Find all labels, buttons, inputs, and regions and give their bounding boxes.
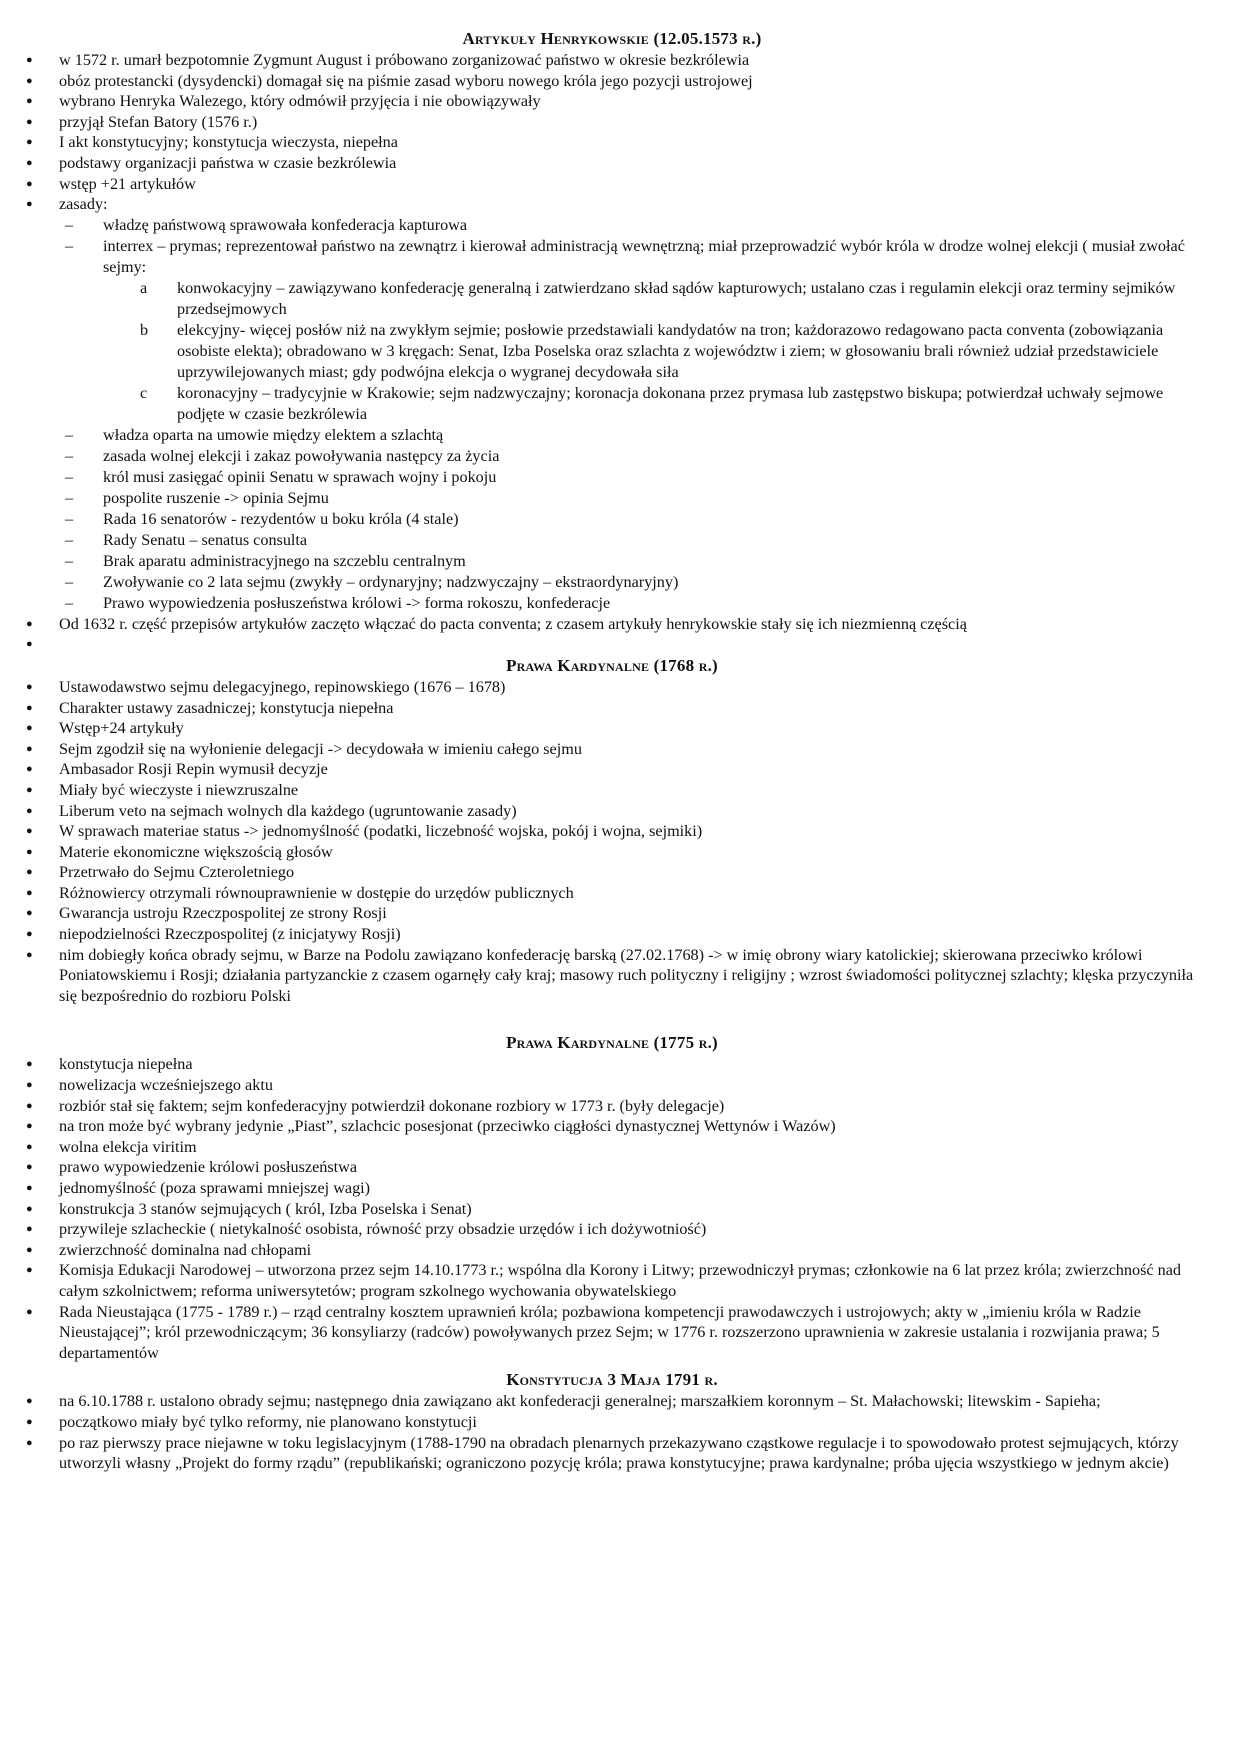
list-item: ● początkowo miały być tylko reformy, nie planowano konstytucji	[22, 1412, 1202, 1433]
section-heading: Konstytucja 3 Maja 1791 r.	[506, 1370, 718, 1390]
section-heading: Artykuły Henrykowskie (12.05.1573 r.)	[462, 29, 762, 48]
list-item: ● Rada Nieustająca (1775 - 1789 r.) – rząd centralny kosztem uprawnień króla; pozbawiona kompetencji prawodawczych i ustrojowych; akty w „imieniu króla w Radzie Nieustającej”; król przewodniczącym; 36 konsyliarzy (radców) powoływanych przez Sejm; w 1776 r. rozszerzono uprawnienia w zakresie ustalania i rozwijania prawa; 5 departamentów	[22, 1302, 1202, 1364]
list-item: – Zwoływanie co 2 lata sejmu (zwykły – ordynaryjny; nadzwyczajny – ekstraordynaryjny)	[22, 572, 1202, 593]
list-item: ● nowelizacja wcześniejszego aktu	[22, 1075, 1202, 1096]
list-item: ● wolna elekcja viritim	[22, 1137, 1202, 1158]
list-item: ● Komisja Edukacji Narodowej – utworzona przez sejm 14.10.1773 r.; wspólna dla Korony i Litwy; przewodniczył prymas; członkowie na 6 lat przez króla; zwierzchność nad całym szkolnictwem; reforma uniwersytetów; program szkolnego wychowania obywatelskiego	[22, 1260, 1202, 1301]
bullet-list	[22, 614, 1202, 655]
list-item: ● na 6.10.1788 r. ustalono obrady sejmu; następnego dnia zawiązano akt konfederacji generalnej; marszałkiem koronnym – St. Małachowski; litewskim - Sapieha;	[22, 1391, 1202, 1412]
list-item: – król musi zasięgać opinii Senatu w sprawach wojny i pokoju	[22, 467, 1202, 488]
list-item: ● po raz pierwszy prace niejawne w toku legislacyjnym (1788-1790 na obradach plenarnych przekazywano cząstkowe regulacje i to spowodowało protest sejmujących, którzy utworzyli własny „Projekt do formy rządu” (republikański; ograniczono pozycję króla; prawa konstytucyjne; prawa kardynalne; próba ujęcia wszystkiego w jednym akcie)	[22, 1433, 1202, 1474]
list-item: ● Wstęp+24 artykuły	[22, 718, 1202, 739]
list-item: ● Ustawodawstwo sejmu delegacyjnego, repinowskiego (1676 – 1678)	[22, 677, 1202, 698]
dash-list	[22, 215, 1202, 278]
list-item: ● Liberum veto na sejmach wolnych dla każdego (ugruntowanie zasady)	[22, 801, 1202, 822]
list-item	[22, 634, 1202, 655]
list-item	[22, 320, 1202, 383]
list-item: – Rada 16 senatorów - rezydentów u boku króla (4 stale)	[22, 509, 1202, 530]
bullet-list	[22, 50, 1202, 215]
document-page	[22, 28, 1202, 1474]
bullet-list	[22, 677, 1202, 1007]
list-item: ● przywileje szlacheckie ( nietykalność osobista, równość przy obsadzie urzędów i ich dożywotniość)	[22, 1219, 1202, 1240]
list-item: ● podstawy organizacji państwa w czasie bezkrólewia	[22, 153, 1202, 174]
list-item: ● Materie ekonomiczne większością głosów	[22, 842, 1202, 863]
list-item: ● wybrano Henryka Walezego, który odmówił przyjęcia i nie obowiązywały	[22, 91, 1202, 112]
bullet-list	[22, 1391, 1202, 1473]
list-marker: c	[140, 383, 148, 402]
list-item: ● w 1572 r. umarł bezpotomnie Zygmunt August i próbowano zorganizować państwo w okresie bezkrólewia	[22, 50, 1202, 71]
list-item: ● na tron może być wybrany jedynie „Piast”, szlachcic posesjonat (przeciwko ciągłości dynastycznej Wettynów i Wazów)	[22, 1116, 1202, 1137]
list-item: ● I akt konstytucyjny; konstytucja wieczysta, niepełna	[22, 132, 1202, 153]
bullet-list	[22, 1054, 1202, 1363]
list-item: – interrex – prymas; reprezentował państwo na zewnątrz i kierował administracją wewnętrzną; miał przeprowadzić wybór króla w drodze wolnej elekcji ( musiał zwołać sejmy:	[22, 236, 1202, 278]
dash-list	[22, 425, 1202, 614]
list-item: ● jednomyślność (poza sprawami mniejszej wagi)	[22, 1178, 1202, 1199]
list-item: ● rozbiór stał się faktem; sejm konfederacyjny potwierdził dokonane rozbiory w 1773 r. (były delegacje)	[22, 1096, 1202, 1117]
list-item: ● zwierzchność dominalna nad chłopami	[22, 1240, 1202, 1261]
list-item	[22, 383, 1202, 425]
list-item-text: konwokacyjny – zawiązywano konfederację generalną i zatwierdzano skład sądów kapturowych; ustalano czas i regulamin elekcji oraz terminy sejmików przedsejmowych	[177, 278, 1176, 318]
list-item: ● Gwarancja ustroju Rzeczpospolitej ze strony Rosji	[22, 903, 1202, 924]
list-item: – władzę państwową sprawowała konfederacja kapturowa	[22, 215, 1202, 236]
list-item: ● wstęp +21 artykułów	[22, 174, 1202, 195]
list-item: – Prawo wypowiedzenia posłuszeństwa królowi -> forma rokoszu, konfederacje	[22, 593, 1202, 614]
list-item: ● prawo wypowiedzenie królowi posłuszeństwa	[22, 1157, 1202, 1178]
section-heading: Prawa Kardynalne (1768 r.)	[506, 655, 718, 675]
list-item: ● W sprawach materiae status -> jednomyślność (podatki, liczebność wojska, pokój i wojna, sejmiki)	[22, 821, 1202, 842]
list-item: – Rady Senatu – senatus consulta	[22, 530, 1202, 551]
list-item: ● Ambasador Rosji Repin wymusił decyzje	[22, 759, 1202, 780]
list-item: – zasada wolnej elekcji i zakaz powoływania następcy za życia	[22, 446, 1202, 467]
list-item: ● obóz protestancki (dysydencki) domagał się na piśmie zasad wyboru nowego króla jego pozycji ustrojowej	[22, 71, 1202, 92]
list-item: ● nim dobiegły końca obrady sejmu, w Barze na Podolu zawiązano konfederację barską (27.02.1768) -> w imię obrony wiary katolickiej; skierowana przeciwko królowi Poniatowskiemu i Rosji; działania partyzanckie z czasem ogarnęły cały kraj; masowy ruch polityczny i religijny ; wzrost świadomości politycznej szlachty; klęska przyczyniła się bezpośrednio do rozbioru Polski	[22, 945, 1202, 1007]
list-item-text: koronacyjny – tradycyjnie w Krakowie; sejm nadzwyczajny; koronacja dokonana przez prymasa lub zastępstwo biskupa; potwierdzał uchwały sejmowe podjęte w czasie bezkrólewia	[177, 383, 1164, 423]
list-item: ● Miały być wieczyste i niewzruszalne	[22, 780, 1202, 801]
list-item: ● Różnowiercy otrzymali równouprawnienie w dostępie do urzędów publicznych	[22, 883, 1202, 904]
list-item: – pospolite ruszenie -> opinia Sejmu	[22, 488, 1202, 509]
list-item: ● Od 1632 r. część przepisów artykułów zaczęto włączać do pacta conventa; z czasem artykuły henrykowskie stały się ich niezmienną częścią	[22, 614, 1202, 635]
list-item: ● Przetrwało do Sejmu Czteroletniego	[22, 862, 1202, 883]
list-item: ● przyjął Stefan Batory (1576 r.)	[22, 112, 1202, 133]
list-marker: b	[140, 320, 149, 339]
list-item: ● niepodzielności Rzeczpospolitej (z inicjatywy Rosji)	[22, 924, 1202, 945]
lettered-list	[22, 278, 1202, 425]
list-item: ● konstrukcja 3 stanów sejmujących ( król, Izba Poselska i Senat)	[22, 1199, 1202, 1220]
section-heading: Prawa Kardynalne (1775 r.)	[506, 1033, 718, 1053]
spacer	[22, 1006, 1202, 1032]
list-marker: a	[140, 278, 148, 297]
list-item: – Brak aparatu administracyjnego na szczeblu centralnym	[22, 551, 1202, 572]
list-item: ● Charakter ustawy zasadniczej; konstytucja niepełna	[22, 698, 1202, 719]
list-item: – władza oparta na umowie między elektem a szlachtą	[22, 425, 1202, 446]
list-item: ● Sejm zgodził się na wyłonienie delegacji -> decydowała w imieniu całego sejmu	[22, 739, 1202, 760]
list-item	[22, 278, 1202, 320]
list-item: ● konstytucja niepełna	[22, 1054, 1202, 1075]
list-item-text: elekcyjny- więcej posłów niż na zwykłym sejmie; posłowie przedstawiali kandydatów na tron; każdorazowo redagowano pacta conventa (zobowiązania osobiste elekta); obradowano w 3 kręgach: Senat, Izba Poselska oraz szlachta z województw i ziem; w głosowaniu brali również udział przedstawiciele uprzywilejowanych miast; gdy podwójna elekcja o wygranej decydowała siła	[177, 320, 1164, 381]
list-item: ● zasady:	[22, 194, 1202, 215]
